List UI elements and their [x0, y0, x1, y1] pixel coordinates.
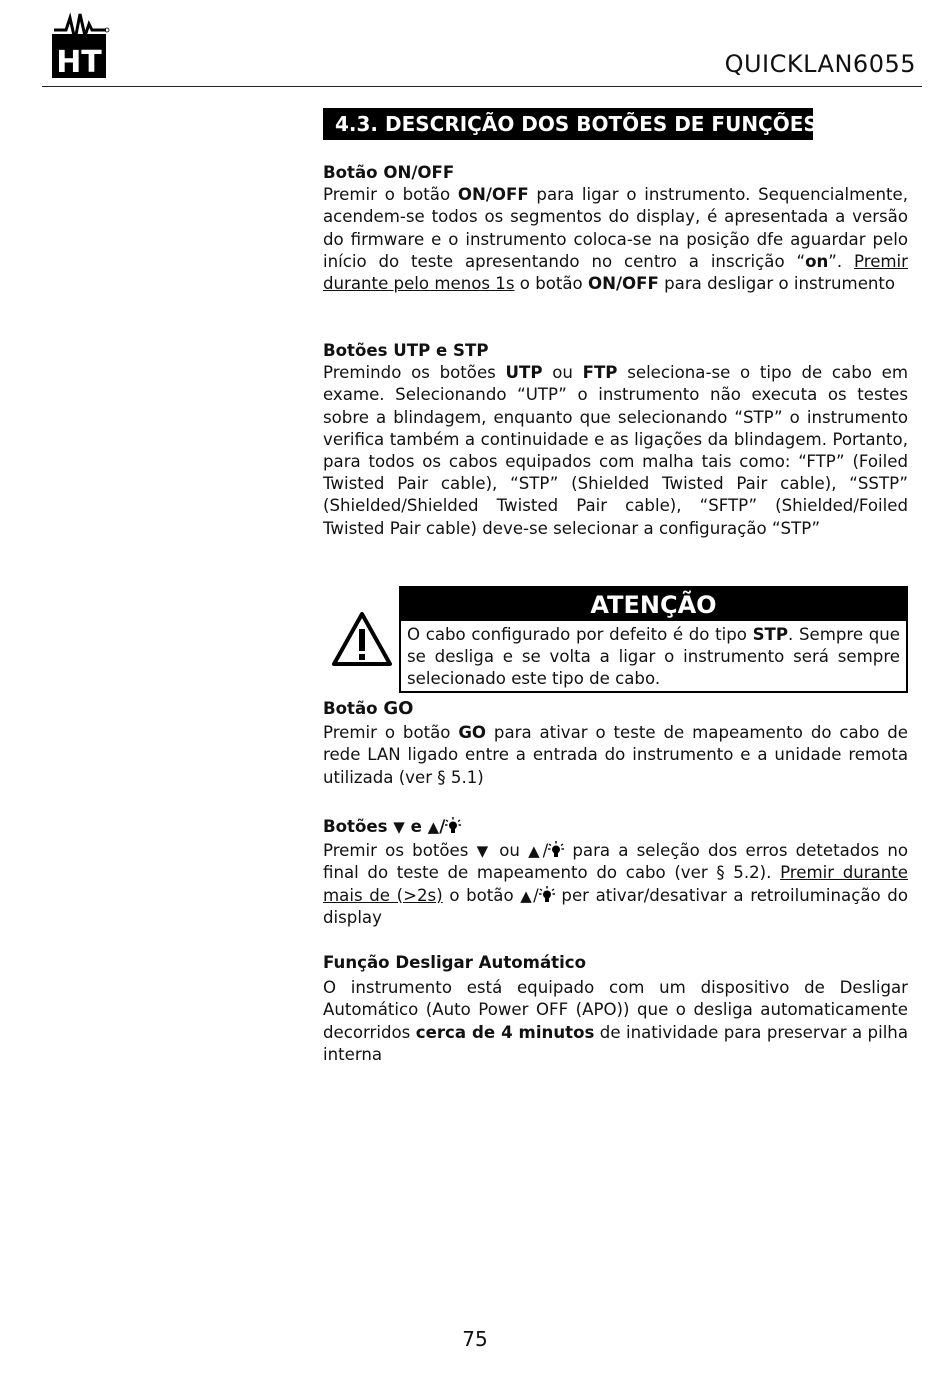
page-number: 75: [462, 1327, 488, 1351]
apo-paragraph: O instrumento está equipado com um dispositivo de Desligar Automático (Auto Power OFF (APO)) que o desliga automaticamente decorridos cerca de 4 minutos de inatividade para preservar a pilha interna: [323, 978, 908, 1064]
utp-paragraph: Premindo os botões UTP ou FTP seleciona-se o tipo de cabo em exame. Selecionando “UTP” o instrumento não executa os testes sobre a blindagem, enquanto que selecionando “STP” o instrumento verifica também a continuidade e as ligações da blindagem. Portanto, para todos os cabos equipados com malha tais como: “FTP” (Foiled Twisted Pair cable), “STP” (Shielded Twisted Pair cable), “SSTP” (Shielded/Shielded Twisted Pair cable), “SFTP” (Shielded/Foiled Twisted Pair cable) deve-se selecionar a configuração “STP”: [323, 363, 908, 538]
arrows-heading: Botões ▼ e ▲/: [323, 816, 908, 838]
product-name: QUICKLAN6055: [724, 50, 916, 78]
go-paragraph: Premir o botão GO para ativar o teste de mapeamento do cabo de rede LAN ligado entre a entrada do instrumento e a unidade remota utilizada (ver § 5.1): [323, 723, 908, 787]
backlight-bulb-icon: [548, 841, 564, 858]
down-arrow-icon: ▼: [393, 818, 405, 836]
attention-title: ATENÇÃO: [401, 588, 906, 621]
apo-section: [323, 952, 908, 1066]
section-title: 4.3. DESCRIÇÃO DOS BOTÕES DE FUNÇÕES: [323, 108, 813, 140]
ht-logo: [52, 10, 110, 78]
logo-text: HT: [56, 45, 102, 78]
header-divider: [42, 86, 922, 87]
apo-heading: Função Desligar Automático: [323, 953, 586, 972]
arrows-section: [323, 816, 908, 929]
onoff-section: [323, 162, 908, 295]
onoff-heading: Botão ON/OFF: [323, 163, 455, 182]
utp-section: [323, 340, 908, 540]
utp-heading: Botões UTP e STP: [323, 341, 489, 360]
attention-text: O cabo configurado por defeito é do tipo STP. Sempre que se desliga e se volta a ligar o instrumento será sempre selecionado este tipo de cabo.: [407, 625, 900, 689]
backlight-bulb-icon: [539, 886, 555, 903]
attention-box: [399, 586, 908, 693]
onoff-paragraph: Premir o botão ON/OFF para ligar o instrumento. Sequencialmente, acendem-se todos os segmentos do display, é apresentada a versão do firmware e o instrumento coloca-se na posição dfe aguardar pelo início do teste apresentando no centro a inscrição “on”. Premir durante pelo menos 1s o botão ON/OFF para desligar o instrumento: [323, 185, 908, 294]
backlight-bulb-icon: [445, 817, 461, 834]
up-arrow-icon: ▲: [427, 818, 440, 836]
go-section: [323, 698, 908, 789]
warning-triangle-icon: [331, 611, 393, 667]
arrows-paragraph: Premir os botões ▼ ou ▲/ para a seleção dos erros detetados no final do teste de mapeamento do cabo (ver § 5.2). Premir durante mais de (>2s) o botão ▲/ per ativar/desativar a retroiluminação do display: [323, 841, 909, 927]
go-heading: Botão GO: [323, 698, 414, 719]
